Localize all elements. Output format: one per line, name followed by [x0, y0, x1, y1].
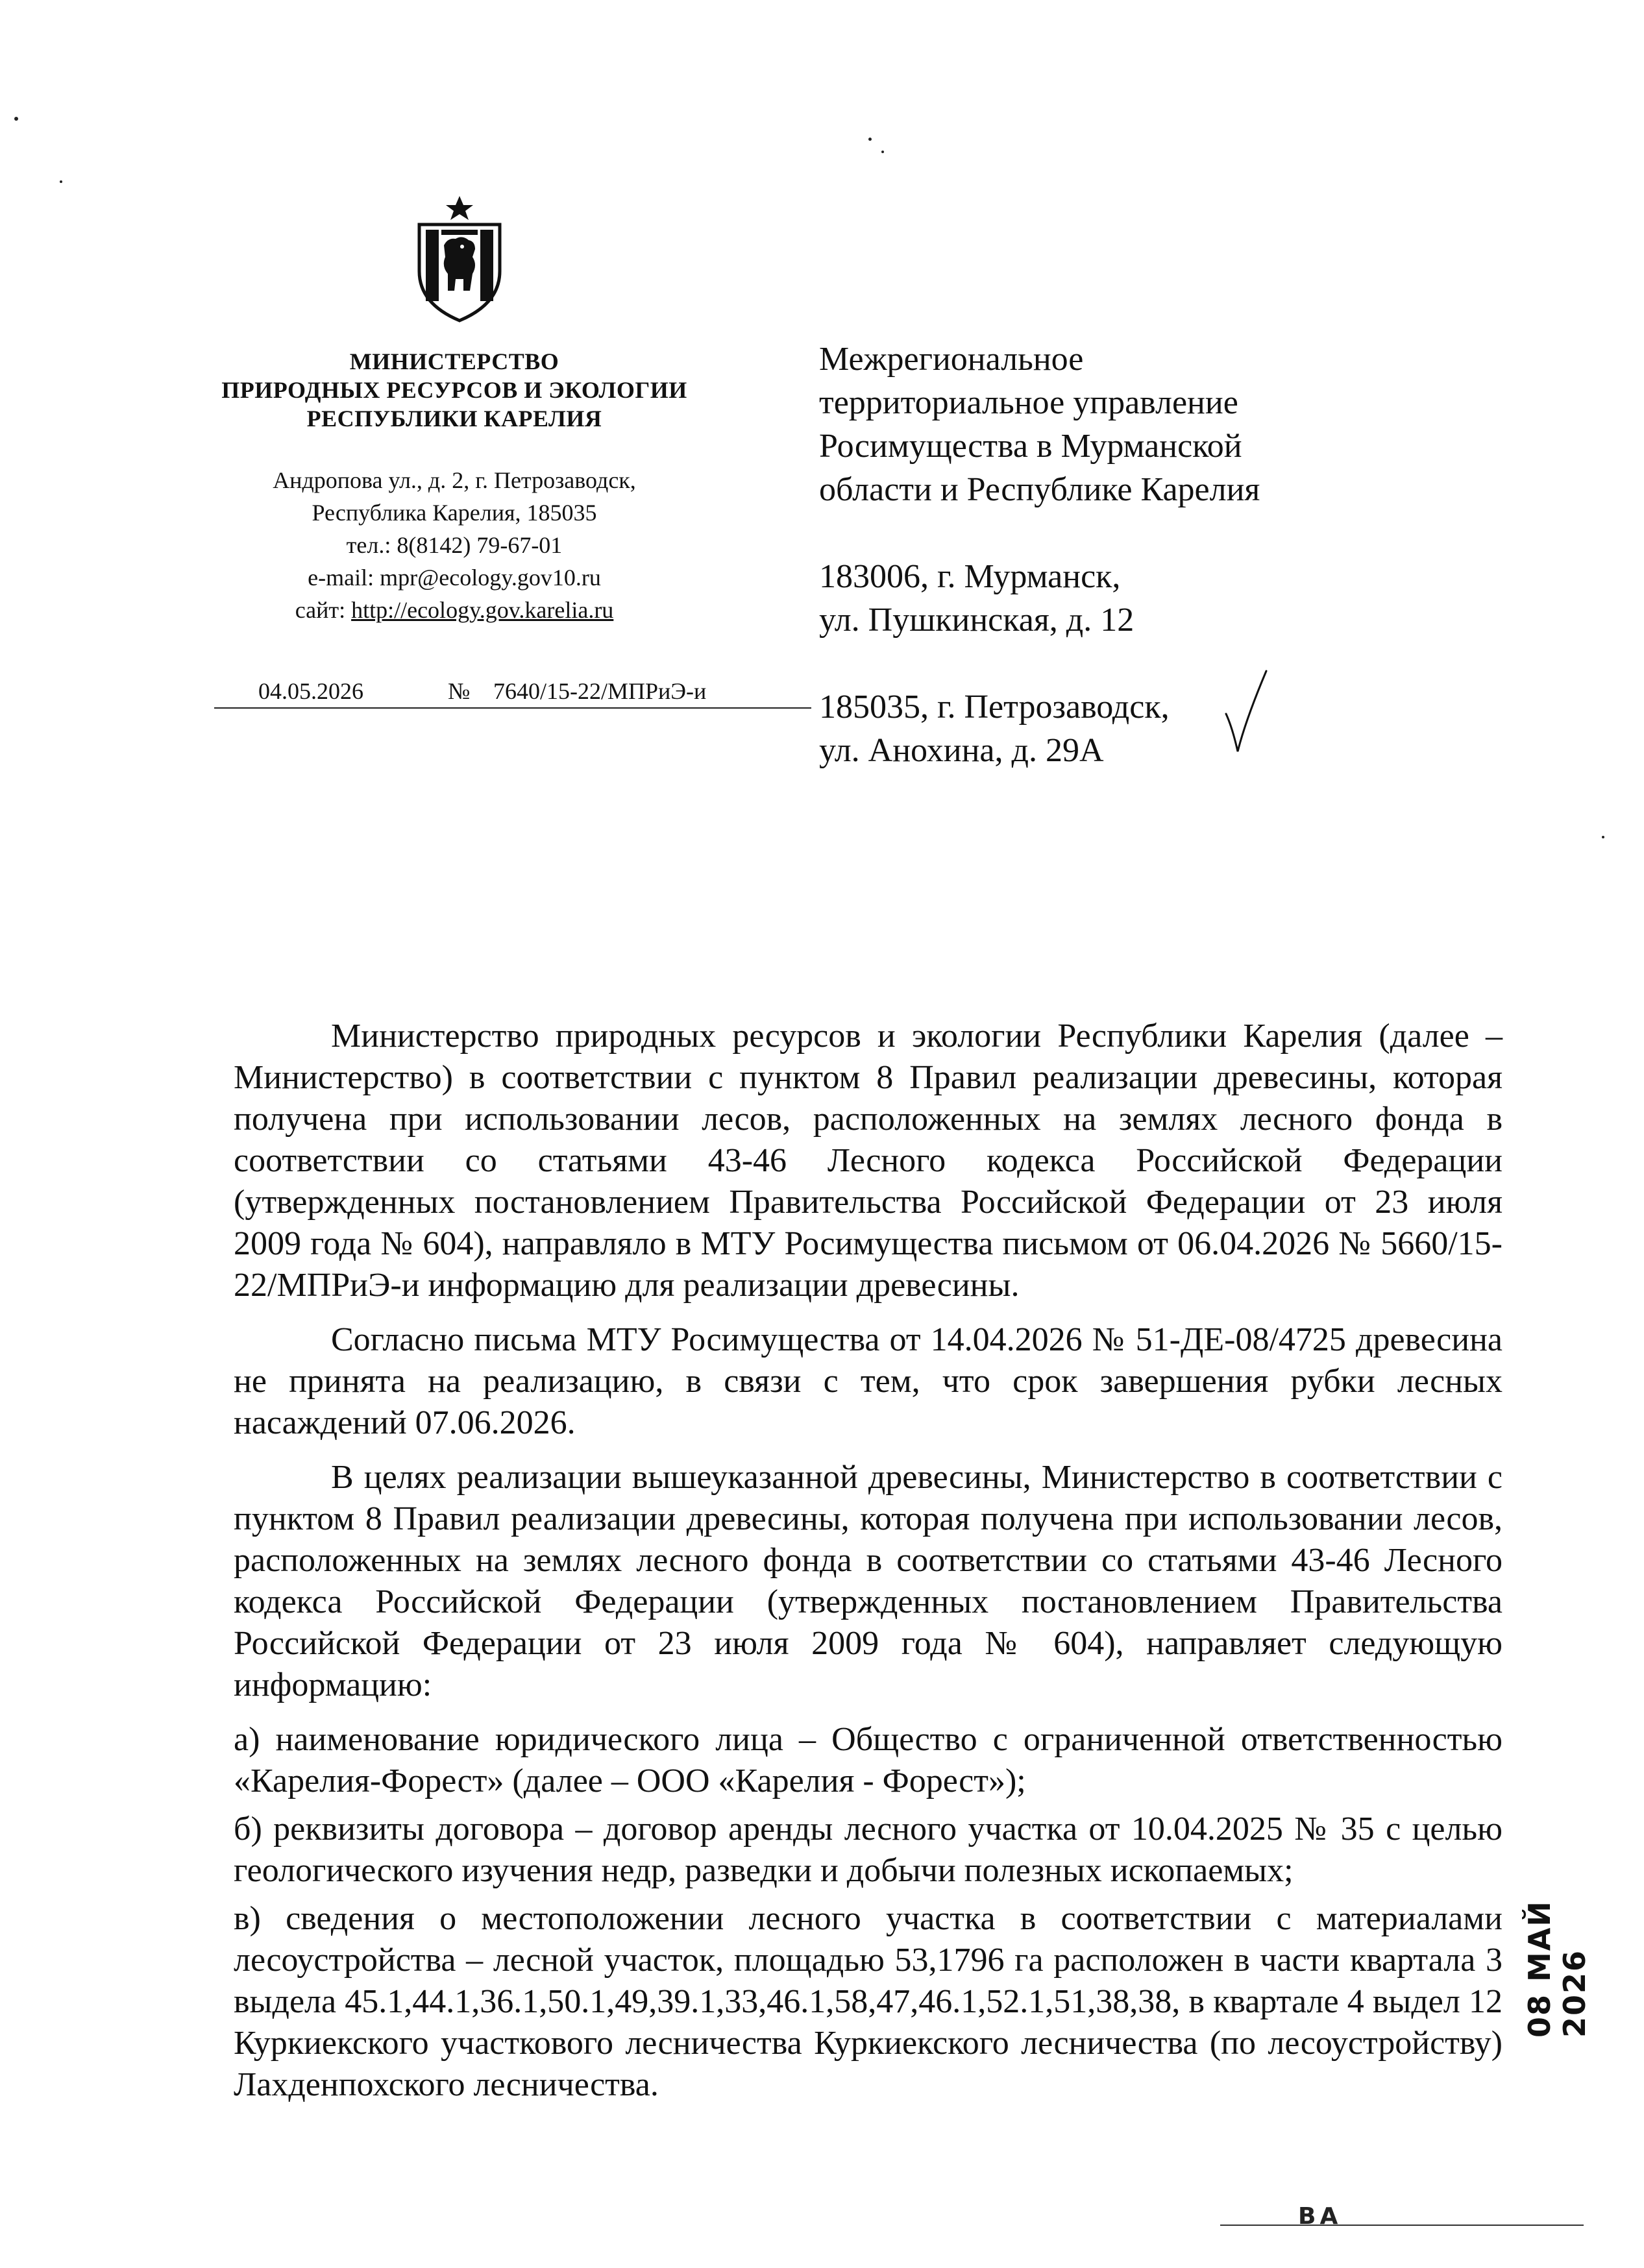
phone-line: тел.: 8(8142) 79-67-01: [346, 532, 563, 558]
recipient-address-murmansk: [819, 555, 1533, 642]
received-date-stamp: 08 МАЙ 2026: [1522, 1900, 1592, 2038]
list-item-b: б) реквизиты договора – договор аренды лесного участка от 10.04.2025 № 35 с целью геологического изучения недр, разведки и добычи полезных ископаемых;: [234, 1811, 1503, 1889]
stamp-fragment: ВА: [1298, 2203, 1342, 2230]
recipient-org-line: Росимущества в Мурманской: [819, 428, 1242, 465]
scan-speck: [14, 117, 18, 121]
scan-speck: [881, 151, 884, 153]
recipient-org-line: области и Республике Карелия: [819, 471, 1260, 508]
registration-date: 04.05.2026: [258, 678, 363, 704]
sender-name-line: РЕСПУБЛИКИ КАРЕЛИЯ: [306, 406, 602, 432]
site-link[interactable]: http://ecology.gov.karelia.ru: [351, 597, 614, 623]
email-line: e-mail: mpr@ecology.gov10.ru: [308, 565, 601, 591]
recipient-block: [819, 337, 1533, 772]
address-line: Республика Карелия, 185035: [312, 500, 597, 526]
sender-block: [182, 347, 727, 626]
registration-number: 7640/15-22/МПРиЭ-и: [493, 678, 707, 704]
recipient-address-petrozavodsk: [819, 685, 1533, 772]
body-paragraph-3: В целях реализации вышеуказанной древесины, Министерство в соответствии с пунктом 8 Правил реализации древесины, которая получена при использовании лесов, расположенных на землях лесного фонда в соответствии со статьями 43-46 Лесного кодекса Российской Федерации (утвержденных постановлением Правительства Российской Федерации от 23 июля 2009 года № 604), направляет следующую информацию:: [234, 1459, 1503, 1703]
list-item-c: в) сведения о местоположении лесного участка в соответствии с материалами лесоустройства – лесной участок, площадью 53,1796 га расположен в части квартала 3 выдела 45.1,44.1,36.1,50.1,49,39.1,33,46.1,58,47,46.1,52.1,51,38,38, в квартале 4 выдел 12 Куркиекского участкового лесничества Куркиекского лесничества (по лесоустройству) Лахденпохского лесничества.: [234, 1900, 1503, 2103]
handwritten-checkmark-icon: [1223, 668, 1269, 759]
address-line: Андропова ул., д. 2, г. Петрозаводск,: [273, 467, 636, 493]
scan-speck: [1602, 836, 1604, 838]
recipient-address-line: 185035, г. Петрозаводск,: [819, 689, 1170, 726]
sender-name-line: МИНИСТЕРСТВО: [349, 348, 559, 374]
recipient-address-line: ул. Пушкинская, д. 12: [819, 602, 1135, 639]
body-paragraph-1: Министерство природных ресурсов и экологии Республики Карелия (далее – Министерство) в соответствии с пунктом 8 Правил реализации древесины, которая получена при использовании лесов, расположенных на землях лесного фонда в соответствии со статьями 43-46 Лесного кодекса Российской Федерации (утвержденных постановлением Правительства Российской Федерации от 23 июля 2009 года № 604), направляло в МТУ Росимущества письмом от 06.04.2026 № 5660/15-22/МПРиЭ-и информацию для реализации древесины.: [234, 1018, 1503, 1304]
recipient-org-line: территориальное управление: [819, 384, 1238, 421]
sender-name: [182, 347, 727, 433]
sender-address: [182, 464, 727, 626]
number-sign: №: [448, 678, 471, 704]
scan-speck: [60, 180, 62, 183]
recipient-org-line: Межрегиональное: [819, 341, 1084, 378]
letter-body: [234, 1016, 1503, 2112]
recipient-address-line: ул. Анохина, д. 29А: [819, 732, 1104, 769]
stamp-line: [1220, 2225, 1584, 2226]
site-label: сайт:: [295, 597, 352, 623]
body-paragraph-2: Согласно письма МТУ Росимущества от 14.04.2026 № 51-ДЕ-08/4725 древесина не принята на реализацию, в связи с тем, что срок завершения рубки лесных насаждений 07.06.2026.: [234, 1321, 1503, 1441]
site-line: [182, 594, 727, 626]
scan-speck: [868, 138, 872, 141]
list-item-a: а) наименование юридического лица – Общество с ограниченной ответственностью «Карелия-Форест» (далее – ООО «Карелия - Форест»);: [234, 1721, 1503, 1799]
registration-line: [214, 675, 811, 714]
karelia-coat-of-arms-icon: [408, 193, 511, 323]
recipient-address-line: 183006, г. Мурманск,: [819, 558, 1121, 595]
recipient-org: [819, 337, 1533, 511]
sender-name-line: ПРИРОДНЫХ РЕСУРСОВ И ЭКОЛОГИИ: [221, 377, 687, 403]
registration-underline: [214, 707, 811, 709]
